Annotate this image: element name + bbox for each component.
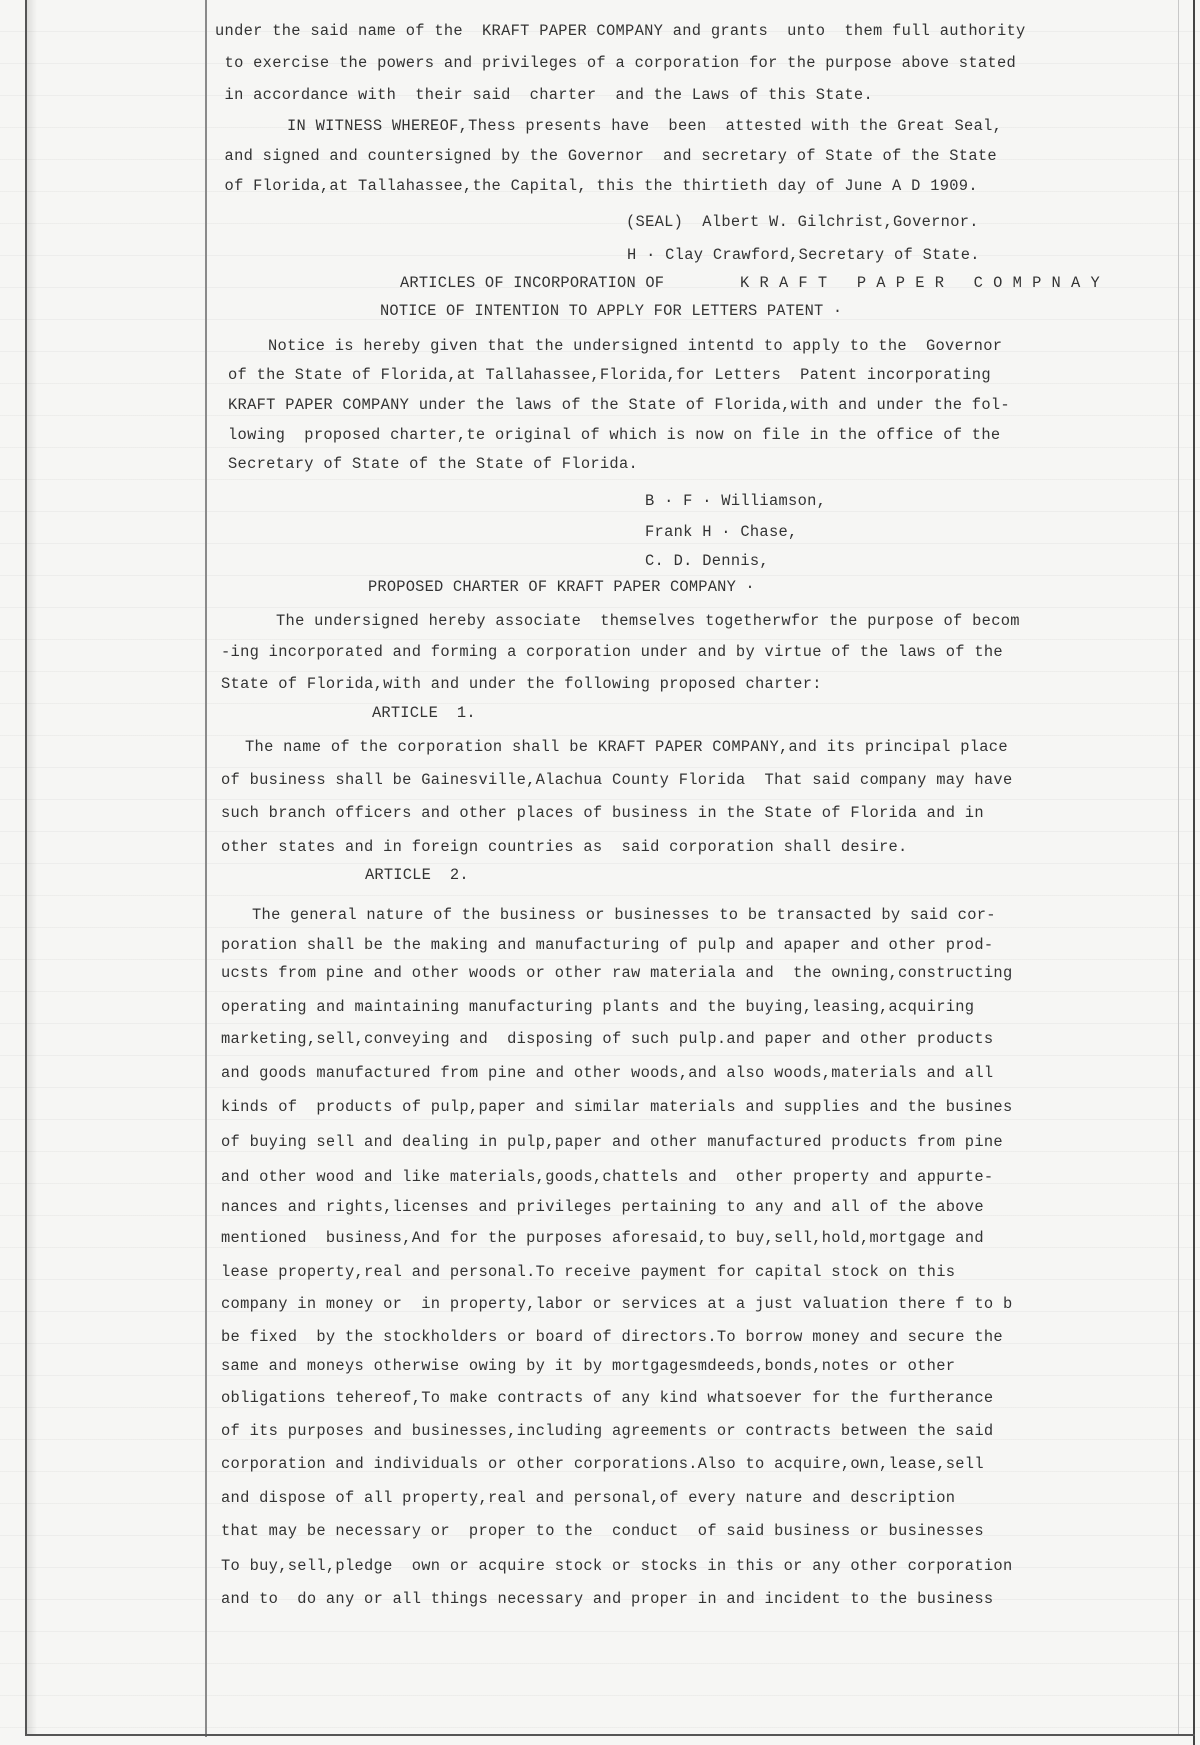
signatory-name: C. D. Dennis,: [645, 552, 769, 570]
text-line: The general nature of the business or businesses to be transacted by said cor-: [252, 906, 996, 924]
page-bottom-border: [25, 1734, 1195, 1736]
text-line: same and moneys otherwise owing by it by mortgagesmdeeds,bonds,notes or other: [221, 1357, 956, 1375]
text-line: KRAFT PAPER COMPANY under the laws of the State of Florida,with and under the fol-: [228, 396, 1010, 414]
text-line: of business shall be Gainesville,Alachua County Florida That said company may have: [221, 771, 1013, 789]
text-line: State of Florida,with and under the following proposed charter:: [221, 675, 822, 693]
signatory-name: B · F · Williamson,: [645, 492, 827, 510]
text-line: To buy,sell,pledge own or acquire stock or stocks in this or any other corporation: [221, 1557, 1013, 1575]
text-line: of its purposes and businesses,including agreements or contracts between the said: [221, 1422, 994, 1440]
text-line: of buying sell and dealing in pulp,paper and other manufactured products from pine: [221, 1133, 1003, 1151]
text-line: -ing incorporated and forming a corporation under and by virtue of the laws of the: [221, 643, 1003, 661]
text-line: to exercise the powers and privileges of a corporation for the purpose above stated: [215, 54, 1017, 72]
proposed-charter-heading: PROPOSED CHARTER OF KRAFT PAPER COMPANY ·: [368, 578, 755, 596]
text-line: and to do any or all things necessary and proper in and incident to the business: [221, 1590, 994, 1608]
text-line: and signed and countersigned by the Governor and secretary of State of the State: [215, 147, 997, 165]
secretary-signature: H · Clay Crawford,Secretary of State.: [627, 246, 980, 264]
article-1-heading: ARTICLE 1.: [372, 704, 476, 722]
right-margin-line: [1178, 0, 1179, 1735]
text-line: obligations tehereof,To make contracts of any kind whatsoever for the furtherance: [221, 1389, 994, 1407]
text-line: ucsts from pine and other woods or other raw materiala and the owning,constructing: [221, 964, 1013, 982]
text-line: such branch officers and other places of business in the State of Florida and in: [221, 804, 984, 822]
text-line: under the said name of the KRAFT PAPER COMPANY and grants unto them full authority: [215, 22, 1026, 40]
text-line: nances and rights,licenses and privileges pertaining to any and all of the above: [221, 1198, 984, 1216]
text-line: kinds of products of pulp,paper and similar materials and supplies and the busines: [221, 1098, 1013, 1116]
text-line: marketing,sell,conveying and disposing of such pulp.and paper and other products: [221, 1030, 994, 1048]
text-line: that may be necessary or proper to the conduct of said business or businesses: [221, 1522, 984, 1540]
text-line: The name of the corporation shall be KRAFT PAPER COMPANY,and its principal place: [245, 738, 1008, 756]
text-line: in accordance with their said charter and the Laws of this State.: [215, 86, 873, 104]
text-line: and dispose of all property,real and personal,of every nature and description: [221, 1489, 956, 1507]
margin-rule: [205, 0, 207, 1737]
text-line: mentioned business,And for the purposes aforesaid,to buy,sell,hold,mortgage and: [221, 1229, 984, 1247]
article-2-heading: ARTICLE 2.: [365, 866, 469, 884]
text-line: poration shall be the making and manufacturing of pulp and apaper and other prod-: [221, 936, 994, 954]
text-line: corporation and individuals or other corporations.Also to acquire,own,lease,sell: [221, 1455, 984, 1473]
page-left-shadow: [27, 0, 37, 1735]
text-line: operating and maintaining manufacturing plants and the buying,leasing,acquiring: [221, 998, 975, 1016]
notice-heading: NOTICE OF INTENTION TO APPLY FOR LETTERS PATENT ·: [380, 302, 843, 320]
text-line: company in money or in property,labor or services at a just valuation there f to b: [221, 1295, 1013, 1313]
company-name-spaced: K R A F T P A P E R C O M P N A Y: [740, 274, 1101, 292]
text-line: lease property,real and personal.To receive payment for capital stock on this: [221, 1263, 956, 1281]
text-line: other states and in foreign countries as said corporation shall desire.: [221, 838, 908, 856]
text-line: of Florida,at Tallahassee,the Capital, this the thirtieth day of June A D 1909.: [215, 177, 978, 195]
page-right-border: [1193, 0, 1195, 1745]
witness-line: IN WITNESS WHEREOF,Thess presents have been attested with the Great Seal,: [287, 117, 1003, 135]
governor-signature: (SEAL) Albert W. Gilchrist,Governor.: [626, 213, 979, 231]
text-line: lowing proposed charter,te original of which is now on file in the office of the: [228, 426, 1001, 444]
articles-heading: ARTICLES OF INCORPORATION OF: [400, 274, 665, 292]
text-line: and other wood and like materials,goods,chattels and other property and appurte-: [221, 1168, 994, 1186]
text-line: Secretary of State of the State of Florida.: [228, 455, 639, 473]
text-line: and goods manufactured from pine and other woods,and also woods,materials and all: [221, 1064, 994, 1082]
text-line: Notice is hereby given that the undersigned intentd to apply to the Governor: [268, 337, 1003, 355]
signatory-name: Frank H · Chase,: [645, 523, 798, 541]
text-line: The undersigned hereby associate themselves togetherwfor the purpose of becom: [276, 612, 1020, 630]
text-line: be fixed by the stockholders or board of directors.To borrow money and secure the: [221, 1328, 1003, 1346]
text-line: of the State of Florida,at Tallahassee,Florida,for Letters Patent incorporating: [228, 366, 991, 384]
